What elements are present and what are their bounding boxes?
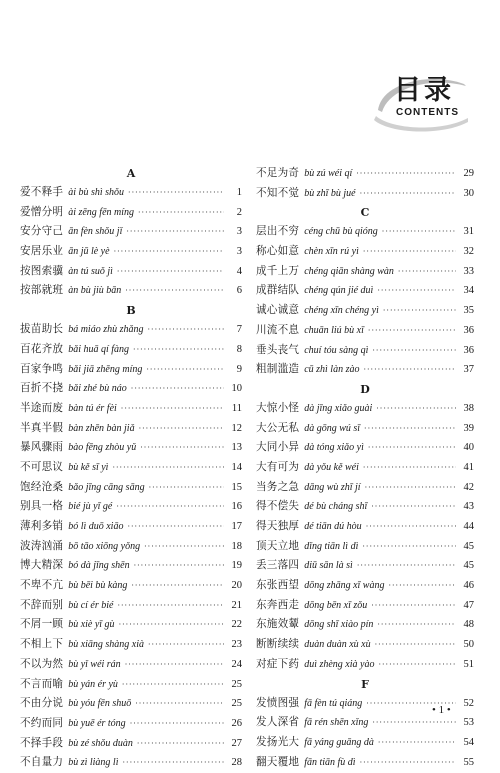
dot-leader bbox=[112, 458, 224, 478]
toc-entry[interactable] bbox=[20, 340, 242, 360]
pinyin-text: bó dà jīng shēn bbox=[68, 560, 130, 572]
toc-entry[interactable] bbox=[20, 379, 242, 399]
dot-leader bbox=[147, 320, 224, 340]
toc-entry[interactable] bbox=[20, 281, 242, 301]
dot-leader bbox=[363, 458, 456, 478]
pinyin-text: bǎi zhé bù náo bbox=[68, 383, 127, 395]
pinyin-text: bàn zhēn bàn jiǎ bbox=[68, 422, 135, 434]
idiom-text: 粗制滥造 bbox=[256, 363, 300, 376]
idiom-text: 不知不觉 bbox=[256, 186, 300, 199]
toc-entry[interactable] bbox=[20, 399, 242, 419]
idiom-text: 对症下药 bbox=[256, 657, 300, 670]
idiom-text: 爱憎分明 bbox=[20, 205, 64, 218]
pinyin-text: dà jīng xiǎo guài bbox=[304, 402, 373, 414]
page-ref: 38 bbox=[463, 402, 474, 414]
dot-leader bbox=[368, 438, 456, 458]
idiom-text: 爱不释手 bbox=[20, 186, 64, 198]
idiom-text: 暴风骤雨 bbox=[20, 441, 64, 454]
idiom-text: 不言而喻 bbox=[20, 677, 64, 690]
page-ref: 7 bbox=[236, 324, 242, 336]
toc-entry[interactable] bbox=[20, 222, 242, 242]
page-ref: 3 bbox=[236, 246, 242, 258]
pinyin-text: bǎi huā qí fàng bbox=[68, 343, 130, 355]
page-ref: 4 bbox=[236, 265, 242, 277]
pinyin-text: duàn duàn xù xù bbox=[304, 639, 371, 651]
pinyin-text: dǐng tiān lì dì bbox=[304, 540, 359, 552]
dot-leader bbox=[388, 576, 456, 596]
page-ref: 21 bbox=[231, 599, 242, 611]
toc-subtitle: CONTENTS bbox=[396, 107, 459, 118]
page-ref: 37 bbox=[463, 364, 474, 376]
toc-entry[interactable] bbox=[256, 497, 474, 517]
toc-title: 目录 bbox=[394, 75, 454, 106]
toc-entry[interactable] bbox=[20, 438, 242, 458]
page-ref: 41 bbox=[463, 461, 474, 473]
toc-entry[interactable] bbox=[256, 517, 474, 537]
pinyin-text: duì zhèng xià yào bbox=[304, 658, 375, 670]
dot-leader bbox=[377, 281, 456, 301]
page-ref: 31 bbox=[463, 226, 474, 238]
toc-entry[interactable] bbox=[256, 242, 474, 262]
dot-leader bbox=[360, 184, 456, 204]
page-ref: 33 bbox=[463, 265, 474, 277]
pinyin-text: bié jù yī gé bbox=[68, 501, 113, 513]
dot-leader bbox=[375, 635, 456, 655]
page-ref: 29 bbox=[463, 168, 474, 179]
toc-entry[interactable] bbox=[256, 576, 474, 596]
dot-leader bbox=[139, 419, 224, 439]
pinyin-text: dà tóng xiǎo yì bbox=[304, 442, 364, 454]
toc-entry[interactable] bbox=[256, 655, 474, 675]
pinyin-text: ān fèn shǒu jǐ bbox=[68, 226, 123, 238]
section-letter: F bbox=[361, 677, 369, 691]
dot-leader bbox=[138, 203, 224, 223]
toc-entry[interactable] bbox=[20, 203, 242, 223]
dot-leader bbox=[127, 517, 224, 537]
page-ref: 23 bbox=[231, 639, 242, 651]
toc-entry[interactable] bbox=[256, 301, 474, 321]
idiom-text: 不择手段 bbox=[20, 736, 64, 749]
section-letter: B bbox=[126, 304, 136, 318]
page-ref: 54 bbox=[463, 736, 474, 748]
page-ref: 10 bbox=[231, 383, 242, 395]
right-column bbox=[256, 164, 474, 772]
pinyin-text: àn bù jiù bān bbox=[68, 285, 122, 297]
toc-entry[interactable] bbox=[256, 753, 474, 773]
dot-leader bbox=[376, 399, 456, 419]
toc-entry[interactable] bbox=[20, 596, 242, 616]
dot-leader bbox=[378, 655, 456, 675]
toc-entry[interactable] bbox=[256, 281, 474, 301]
idiom-text: 东施效颦 bbox=[256, 618, 300, 631]
pinyin-text: diū sān là sì bbox=[304, 560, 353, 572]
idiom-text: 得不偿失 bbox=[256, 500, 300, 513]
pinyin-text: fān tiān fù dì bbox=[304, 756, 356, 768]
pinyin-text: bá miáo zhù zhǎng bbox=[68, 324, 144, 336]
idiom-text: 大惊小怪 bbox=[256, 401, 300, 414]
page-ref: 13 bbox=[231, 442, 242, 454]
pinyin-text: dōng zhāng xī wàng bbox=[304, 580, 385, 592]
dot-leader bbox=[356, 164, 456, 184]
page-ref: 27 bbox=[231, 737, 242, 749]
toc-entry[interactable] bbox=[20, 320, 242, 340]
page-ref: 45 bbox=[463, 560, 474, 572]
pinyin-text: ài zēng fēn míng bbox=[68, 206, 135, 218]
pinyin-text: bǎo jīng cāng sāng bbox=[68, 481, 145, 493]
page-ref: 11 bbox=[231, 402, 242, 414]
pinyin-text: dōng bēn xī zǒu bbox=[304, 599, 368, 611]
page-ref: 53 bbox=[463, 717, 474, 729]
idiom-text: 不自量力 bbox=[20, 756, 64, 769]
toc-entry[interactable] bbox=[20, 734, 242, 754]
toc-entry[interactable] bbox=[20, 556, 242, 576]
pinyin-text: bàn tú ér fèi bbox=[68, 402, 117, 414]
dot-leader bbox=[382, 222, 456, 242]
toc-entry[interactable] bbox=[256, 321, 474, 341]
pinyin-text: fā fèn tú qiáng bbox=[304, 697, 363, 709]
pinyin-text: bó lì duō xiāo bbox=[68, 521, 124, 532]
dot-leader bbox=[117, 262, 224, 282]
idiom-text: 翻天覆地 bbox=[256, 755, 300, 768]
dot-leader bbox=[117, 596, 224, 616]
dot-leader bbox=[125, 655, 224, 675]
page-ref: 12 bbox=[231, 422, 242, 434]
pinyin-text: bù zé shǒu duàn bbox=[68, 737, 133, 749]
dot-leader bbox=[372, 341, 456, 361]
toc-entry[interactable] bbox=[256, 341, 474, 361]
page-ref: 52 bbox=[463, 697, 474, 709]
toc-entry[interactable] bbox=[20, 537, 242, 557]
pinyin-text: bù cí ér bié bbox=[68, 599, 114, 611]
pinyin-text: céng chū bù qióng bbox=[304, 226, 378, 238]
dot-leader bbox=[133, 340, 224, 360]
idiom-text: 当务之急 bbox=[256, 480, 300, 493]
dot-leader bbox=[383, 301, 456, 321]
pinyin-text: bù yǐ wéi rán bbox=[68, 658, 121, 670]
pinyin-text: chuí tóu sàng qì bbox=[304, 344, 369, 356]
pinyin-text: bù xiè yī gù bbox=[68, 619, 115, 631]
idiom-text: 成千上万 bbox=[256, 264, 300, 277]
idiom-text: 得天独厚 bbox=[256, 520, 300, 532]
toc-entry[interactable] bbox=[20, 242, 242, 262]
pinyin-text: cū zhì làn zào bbox=[304, 364, 360, 376]
idiom-text: 按部就班 bbox=[20, 284, 64, 297]
pinyin-text: àn tú suǒ jì bbox=[68, 265, 113, 277]
idiom-text: 半真半假 bbox=[20, 421, 64, 434]
pinyin-text: chéng xīn chéng yì bbox=[304, 305, 379, 317]
page-ref: 40 bbox=[463, 442, 474, 454]
idiom-text: 层出不穷 bbox=[256, 225, 300, 238]
dot-leader bbox=[140, 438, 224, 458]
pinyin-text: dāng wù zhī jí bbox=[304, 481, 361, 493]
idiom-text: 不由分说 bbox=[20, 697, 64, 710]
page-ref: 15 bbox=[231, 481, 242, 493]
dot-leader bbox=[378, 733, 456, 753]
dot-leader bbox=[372, 713, 456, 733]
dot-leader bbox=[146, 360, 224, 380]
toc-entry[interactable] bbox=[256, 458, 474, 478]
dot-leader bbox=[371, 596, 456, 616]
idiom-text: 不屑一顾 bbox=[20, 618, 64, 631]
pinyin-text: bǎi jiā zhēng míng bbox=[68, 363, 143, 375]
toc-entry[interactable] bbox=[256, 222, 474, 242]
toc-entry[interactable] bbox=[20, 615, 242, 635]
toc-entry[interactable] bbox=[20, 694, 242, 714]
toc-entry[interactable] bbox=[256, 438, 474, 458]
idiom-text: 东奔西走 bbox=[256, 598, 300, 611]
idiom-text: 不辞而别 bbox=[20, 598, 64, 611]
pinyin-text: bù bēi bù kàng bbox=[68, 580, 128, 592]
idiom-text: 百折不挠 bbox=[20, 382, 64, 395]
idiom-text: 百花齐放 bbox=[20, 342, 64, 355]
toc-entry[interactable] bbox=[20, 262, 242, 282]
idiom-text: 东张西望 bbox=[256, 579, 300, 592]
dot-leader bbox=[363, 242, 456, 262]
section-letter: C bbox=[360, 206, 370, 220]
idiom-text: 川流不息 bbox=[256, 323, 300, 336]
dot-leader bbox=[131, 379, 224, 399]
pinyin-text: bù zú wéi qí bbox=[304, 168, 353, 179]
page-ref: 36 bbox=[463, 344, 474, 356]
page-ref: 18 bbox=[231, 540, 242, 552]
page-ref: 34 bbox=[463, 285, 474, 297]
toc-entry[interactable] bbox=[256, 478, 474, 498]
dot-leader bbox=[365, 478, 456, 498]
page-ref: 24 bbox=[231, 658, 242, 670]
page-ref: 35 bbox=[463, 305, 474, 317]
page-ref: 14 bbox=[231, 461, 242, 473]
page-ref: 39 bbox=[463, 422, 474, 434]
dot-leader bbox=[121, 399, 224, 419]
idiom-text: 称心如意 bbox=[256, 245, 300, 258]
toc-entry[interactable] bbox=[20, 183, 242, 203]
idiom-text: 薄利多销 bbox=[20, 520, 64, 532]
idiom-text: 别具一格 bbox=[20, 500, 64, 513]
toc-entry[interactable] bbox=[256, 164, 474, 184]
toc-entry[interactable] bbox=[256, 635, 474, 655]
dot-leader bbox=[130, 714, 224, 734]
dot-leader bbox=[357, 556, 456, 576]
dot-leader bbox=[149, 478, 224, 498]
toc-entry[interactable] bbox=[256, 615, 474, 635]
page-ref: 22 bbox=[231, 619, 242, 631]
idiom-text: 诚心诚意 bbox=[256, 304, 300, 317]
page-ref: 8 bbox=[236, 343, 242, 355]
toc-entry[interactable] bbox=[20, 655, 242, 675]
idiom-text: 发扬光大 bbox=[256, 735, 300, 748]
page-ref: 55 bbox=[463, 756, 474, 768]
pinyin-text: dà yǒu kě wéi bbox=[304, 461, 359, 473]
dot-leader bbox=[148, 635, 224, 655]
toc-entry[interactable] bbox=[20, 517, 242, 537]
idiom-text: 博大精深 bbox=[20, 559, 64, 572]
toc-entry[interactable] bbox=[256, 262, 474, 282]
toc-entry[interactable] bbox=[256, 733, 474, 753]
dot-leader bbox=[119, 615, 224, 635]
idiom-text: 按图索骥 bbox=[20, 264, 64, 277]
dot-leader bbox=[135, 694, 224, 714]
idiom-text: 顶天立地 bbox=[256, 539, 300, 552]
pinyin-text: dà gōng wú sī bbox=[304, 422, 361, 434]
dot-leader bbox=[137, 734, 224, 754]
pinyin-text: bù yóu fēn shuō bbox=[68, 698, 132, 710]
page-ref: 19 bbox=[231, 560, 242, 572]
dot-leader bbox=[363, 360, 456, 380]
pinyin-text: chéng qiān shàng wàn bbox=[304, 265, 394, 277]
toc-entry[interactable] bbox=[256, 399, 474, 419]
idiom-text: 不约而同 bbox=[20, 716, 64, 729]
idiom-text: 半途而废 bbox=[20, 401, 64, 414]
idiom-text: 断断续续 bbox=[256, 638, 300, 651]
pinyin-text: bù yán ér yù bbox=[68, 678, 118, 690]
idiom-text: 不以为然 bbox=[20, 657, 64, 670]
pinyin-text: bù yuē ér tóng bbox=[68, 717, 126, 729]
toc-entry[interactable] bbox=[20, 497, 242, 517]
page-ref: 1 bbox=[236, 187, 242, 198]
pinyin-text: dé tiān dú hòu bbox=[304, 521, 362, 532]
pinyin-text: bù zhī bù jué bbox=[304, 187, 356, 199]
toc-entry[interactable] bbox=[256, 596, 474, 616]
left-column bbox=[20, 164, 242, 773]
pinyin-text: ài bù shì shǒu bbox=[68, 187, 125, 198]
page-ref: 26 bbox=[231, 717, 242, 729]
page-ref: 16 bbox=[231, 501, 242, 513]
dot-leader bbox=[366, 517, 456, 537]
idiom-text: 百家争鸣 bbox=[20, 362, 64, 375]
toc-entry[interactable] bbox=[256, 184, 474, 204]
idiom-text: 发愤图强 bbox=[256, 696, 300, 709]
page-ref: 36 bbox=[463, 324, 474, 336]
toc-entry[interactable] bbox=[256, 556, 474, 576]
toc-entry[interactable] bbox=[20, 458, 242, 478]
page-ref: 20 bbox=[231, 580, 242, 592]
dot-leader bbox=[144, 537, 224, 557]
pinyin-text: ān jū lè yè bbox=[68, 246, 110, 258]
toc-entry[interactable] bbox=[20, 635, 242, 655]
page-ref: 17 bbox=[231, 521, 242, 532]
dot-leader bbox=[368, 321, 456, 341]
idiom-text: 不相上下 bbox=[20, 638, 64, 651]
pinyin-text: dé bù cháng shī bbox=[304, 501, 368, 513]
page-ref: 2 bbox=[236, 206, 242, 218]
dot-leader bbox=[128, 183, 224, 203]
dot-leader bbox=[116, 497, 224, 517]
section-letter: D bbox=[360, 382, 370, 396]
dot-leader bbox=[360, 753, 456, 773]
page-ref: 25 bbox=[231, 678, 242, 690]
page-ref: 45 bbox=[463, 540, 474, 552]
idiom-text: 不可思议 bbox=[20, 460, 64, 473]
toc-entry[interactable] bbox=[20, 478, 242, 498]
idiom-text: 发人深省 bbox=[256, 716, 300, 729]
page-ref: 3 bbox=[236, 226, 242, 238]
pinyin-text: fā yáng guāng dà bbox=[304, 736, 374, 748]
dot-leader bbox=[126, 222, 224, 242]
page-ref: 6 bbox=[236, 285, 242, 297]
section-letter: A bbox=[126, 167, 136, 180]
dot-leader bbox=[131, 576, 224, 596]
toc-entry[interactable] bbox=[256, 713, 474, 733]
toc-entry[interactable] bbox=[256, 537, 474, 557]
page-ref: 48 bbox=[463, 619, 474, 631]
idiom-text: 大有可为 bbox=[256, 460, 300, 473]
toc-entry[interactable] bbox=[20, 419, 242, 439]
page-ref: 28 bbox=[231, 757, 242, 769]
page-ref: 51 bbox=[463, 658, 474, 670]
idiom-text: 大公无私 bbox=[256, 421, 300, 434]
pinyin-text: chèn xīn rú yì bbox=[304, 246, 359, 258]
toc-entry[interactable] bbox=[20, 714, 242, 734]
pinyin-text: bào fēng zhòu yǔ bbox=[68, 442, 137, 454]
dot-leader bbox=[125, 281, 224, 301]
page-ref: 47 bbox=[463, 599, 474, 611]
pinyin-text: fā rén shēn xǐng bbox=[304, 717, 369, 729]
dot-leader bbox=[398, 262, 456, 282]
pinyin-text: bō tāo xiōng yǒng bbox=[68, 540, 141, 552]
toc-entry[interactable] bbox=[256, 360, 474, 380]
page-ref: 32 bbox=[463, 246, 474, 258]
pinyin-text: dōng shī xiào pín bbox=[304, 619, 374, 631]
dot-leader bbox=[122, 675, 224, 695]
page-number: • 1 • bbox=[432, 704, 451, 716]
page-ref: 44 bbox=[463, 521, 474, 532]
pinyin-text: chéng qún jié duì bbox=[304, 285, 374, 297]
pinyin-text: bù kě sī yì bbox=[68, 461, 109, 473]
toc-entry[interactable] bbox=[256, 419, 474, 439]
page-ref: 50 bbox=[463, 639, 474, 651]
idiom-text: 饱经沧桑 bbox=[20, 480, 64, 493]
idiom-text: 成群结队 bbox=[256, 284, 300, 297]
dot-leader bbox=[362, 537, 456, 557]
idiom-text: 波涛汹涌 bbox=[20, 539, 64, 552]
page-ref: 46 bbox=[463, 580, 474, 592]
idiom-text: 垂头丧气 bbox=[256, 343, 300, 356]
toc-entry[interactable] bbox=[20, 576, 242, 596]
page-ref: 9 bbox=[236, 363, 242, 375]
page-ref: 43 bbox=[463, 501, 474, 513]
page-ref: 42 bbox=[463, 481, 474, 493]
dot-leader bbox=[134, 556, 224, 576]
dot-leader bbox=[371, 497, 456, 517]
dot-leader bbox=[364, 419, 456, 439]
pinyin-text: chuān liú bù xī bbox=[304, 324, 364, 336]
toc-entry[interactable] bbox=[20, 360, 242, 380]
dot-leader bbox=[377, 615, 456, 635]
idiom-text: 拔苗助长 bbox=[20, 323, 64, 336]
toc-entry[interactable] bbox=[20, 675, 242, 695]
pinyin-text: bù xiāng shàng xià bbox=[68, 639, 145, 651]
idiom-text: 大同小异 bbox=[256, 441, 300, 454]
idiom-text: 安分守己 bbox=[20, 225, 64, 238]
pinyin-text: bù zì liàng lì bbox=[68, 757, 119, 769]
toc-entry[interactable] bbox=[20, 753, 242, 773]
idiom-text: 安居乐业 bbox=[20, 245, 64, 258]
idiom-text: 丢三落四 bbox=[256, 559, 300, 572]
dot-leader bbox=[114, 242, 224, 262]
page-ref: 30 bbox=[463, 187, 474, 199]
dot-leader bbox=[122, 753, 224, 773]
page-ref: 25 bbox=[231, 698, 242, 710]
idiom-text: 不卑不亢 bbox=[20, 579, 64, 592]
idiom-text: 不足为奇 bbox=[256, 167, 300, 179]
